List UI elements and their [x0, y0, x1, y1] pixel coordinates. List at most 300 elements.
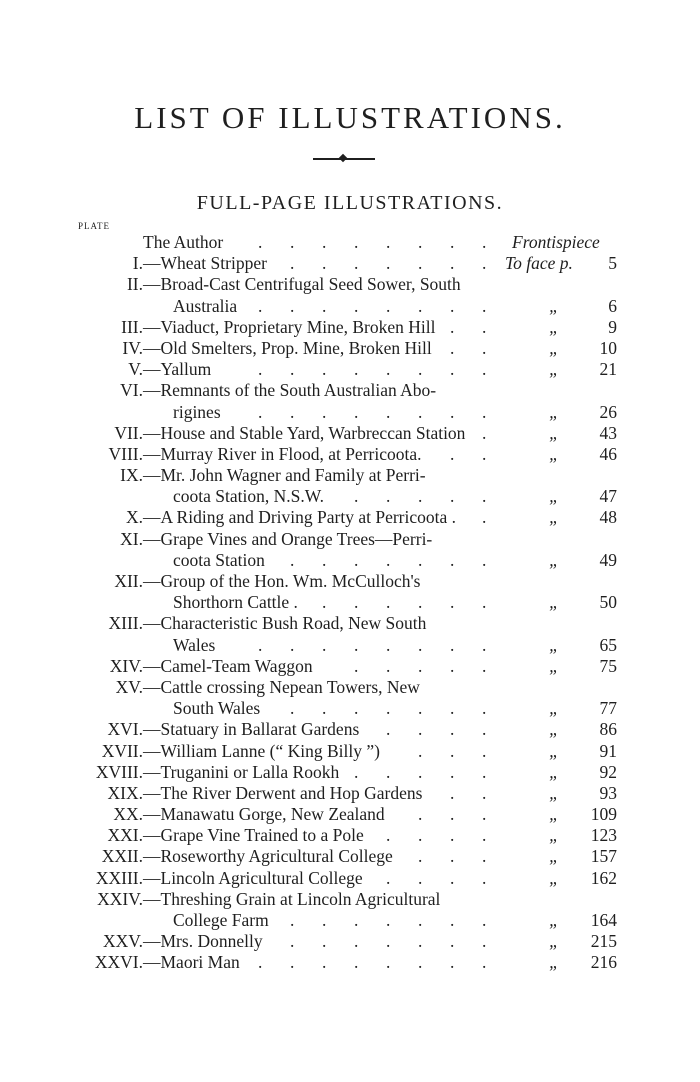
page-number: 21 [599, 359, 617, 380]
list-item [0, 380, 700, 422]
leader-dot: . [322, 359, 327, 380]
page-number: 26 [599, 401, 617, 422]
leader-dot: . [354, 401, 359, 422]
leader-dot: . [482, 655, 487, 676]
illustration-caption: The Author [143, 232, 224, 252]
page-number: 162 [590, 867, 617, 888]
leader-dot: . [482, 507, 487, 528]
leader-dot: . [482, 232, 487, 252]
leader-dot: . [418, 592, 423, 613]
list-line [0, 783, 700, 804]
list-line [0, 698, 700, 719]
page-number: 65 [599, 634, 617, 655]
plate-column-label: PLATE [78, 221, 110, 231]
ditto-mark: „ [549, 634, 559, 655]
list-line [0, 529, 700, 550]
leader-dot: . [386, 952, 391, 973]
leader-dot: . [482, 952, 487, 973]
ditto-mark: „ [549, 952, 559, 973]
leader-dot: . [482, 401, 487, 422]
list-line [0, 444, 700, 465]
leader-dot: . [290, 931, 295, 952]
leader-dot: . [450, 253, 455, 274]
plate-number: XX. [113, 804, 143, 825]
list-item [0, 232, 700, 253]
section-subtitle: FULL-PAGE ILLUSTRATIONS. [196, 192, 504, 214]
leader-dot: . [418, 804, 423, 825]
leader-dot: . [386, 910, 391, 930]
list-line [0, 677, 700, 698]
illustration-caption: —Manawatu Gorge, New Zealand [143, 804, 385, 825]
list-line [0, 719, 700, 740]
illustration-caption: Shorthorn Cattle . [173, 592, 298, 613]
leader-dot: . [290, 549, 295, 570]
list-line [0, 571, 700, 592]
leader-dot: . [322, 592, 327, 613]
leader-dot: . [258, 952, 263, 973]
illustration-caption: —Camel-Team Waggon [143, 655, 313, 676]
leader-dot: . [482, 740, 487, 761]
plate-number: XXV. [102, 931, 143, 952]
leader-dot: . [290, 634, 295, 655]
illustration-caption: —Cattle crossing Nepean Towers, New [143, 676, 420, 697]
list-line [0, 741, 700, 762]
leader-dot: . [386, 592, 391, 613]
ditto-mark: „ [549, 592, 559, 613]
illustration-caption: —A Riding and Driving Party at Perricoota . [143, 507, 457, 528]
leader-dot: . [450, 846, 455, 867]
ditto-mark: „ [549, 931, 559, 952]
leader-dot: . [482, 443, 487, 464]
list-item [0, 253, 700, 274]
leader-dot: . [386, 634, 391, 655]
leader-dot: . [418, 698, 423, 719]
page-number: 9 [608, 316, 617, 337]
illustration-caption: South Wales [173, 698, 261, 719]
ditto-mark: „ [549, 401, 559, 422]
illustration-caption: —Lincoln Agricultural College [143, 867, 363, 888]
leader-dot: . [450, 782, 455, 803]
leader-dot: . [354, 761, 359, 782]
leader-dot: . [418, 761, 423, 782]
page-number: 48 [599, 507, 617, 528]
list-line [0, 338, 700, 359]
leader-dot: . [322, 253, 327, 274]
leader-dot: . [482, 253, 487, 274]
plate-number: X. [125, 507, 143, 528]
list-line [0, 274, 700, 295]
leader-dot: . [482, 846, 487, 867]
leader-dot: . [354, 549, 359, 570]
leader-dot: . [418, 359, 423, 380]
leader-dot: . [418, 719, 423, 740]
leader-dot: . [450, 592, 455, 613]
leader-dot: . [450, 295, 455, 316]
leader-dot: . [418, 825, 423, 846]
plate-number: XVII. [101, 740, 143, 761]
illustration-caption: —Maori Man [143, 952, 240, 973]
list-item [0, 317, 700, 338]
leader-dot: . [418, 486, 423, 507]
list-line [0, 613, 700, 634]
leader-dot: . [386, 867, 391, 888]
ditto-mark: „ [549, 295, 559, 316]
leader-dot: . [290, 952, 295, 973]
leader-dot: . [450, 825, 455, 846]
ditto-mark: „ [549, 740, 559, 761]
leader-dot: . [386, 719, 391, 740]
leader-dot: . [482, 592, 487, 613]
list-line [0, 359, 700, 380]
list-item [0, 825, 700, 846]
leader-dot: . [386, 359, 391, 380]
leader-dot: . [418, 253, 423, 274]
leader-dot: . [354, 486, 359, 507]
list-item [0, 952, 700, 973]
ditto-mark: „ [549, 825, 559, 846]
ditto-mark: „ [549, 761, 559, 782]
leader-dot: . [482, 931, 487, 952]
list-item [0, 529, 700, 571]
leader-dot: . [322, 232, 327, 252]
list-line [0, 825, 700, 846]
list-line [0, 868, 700, 889]
illustration-caption: —Mr. John Wagner and Family at Perri- [143, 465, 426, 486]
list-line [0, 423, 700, 444]
page-number: 109 [590, 804, 617, 825]
list-item [0, 719, 700, 740]
page-number: 157 [590, 846, 617, 867]
list-line [0, 804, 700, 825]
plate-number: II. [126, 274, 143, 295]
list-item [0, 465, 700, 507]
page-number: 46 [599, 443, 617, 464]
ditto-mark: „ [549, 867, 559, 888]
plate-number: XXIV. [97, 888, 143, 909]
illustration-caption: —Grape Vine Trained to a Pole [143, 825, 364, 846]
leader-dot: . [290, 232, 295, 252]
leader-dot: . [386, 698, 391, 719]
ditto-mark: „ [549, 422, 559, 443]
leader-dot: . [450, 232, 455, 252]
leader-dot: . [418, 910, 423, 930]
plate-number: XXIII. [95, 867, 143, 888]
leader-dot: . [418, 401, 423, 422]
leader-dot: . [482, 337, 487, 358]
ornamental-rule-diamond [339, 154, 347, 162]
leader-dot: . [482, 910, 487, 930]
leader-dot: . [450, 443, 455, 464]
ditto-mark: „ [549, 443, 559, 464]
list-item [0, 274, 700, 316]
ditto-mark: „ [549, 359, 559, 380]
plate-number: XIII. [108, 613, 143, 634]
illustration-caption: —The River Derwent and Hop Gardens [143, 782, 423, 803]
ditto-mark: „ [549, 698, 559, 719]
leader-dot: . [450, 804, 455, 825]
list-line [0, 592, 700, 613]
plate-number: XXI. [107, 825, 143, 846]
leader-dot: . [450, 549, 455, 570]
page-number: 92 [599, 761, 617, 782]
leader-dot: . [386, 655, 391, 676]
leader-dot: . [322, 910, 327, 930]
leader-dot: . [418, 295, 423, 316]
leader-dot: . [450, 952, 455, 973]
page-number: 43 [599, 422, 617, 443]
leader-dot: . [482, 867, 487, 888]
leader-dot: . [482, 782, 487, 803]
page-number: 91 [599, 740, 617, 761]
page-number: 5 [608, 253, 617, 274]
plate-number: XXII. [101, 846, 143, 867]
leader-dot: . [418, 952, 423, 973]
list-item [0, 338, 700, 359]
illustration-caption: —William Lanne (“ King Billy ”) [143, 740, 380, 761]
illustration-caption: —Threshing Grain at Lincoln Agricultural [143, 888, 441, 909]
leader-dot: . [290, 401, 295, 422]
illustration-caption: —Grape Vines and Orange Trees—Perri- [143, 528, 433, 549]
illustration-caption: —Yallum [143, 359, 212, 380]
leader-dot: . [386, 486, 391, 507]
leader-dot: . [482, 422, 487, 443]
leader-dot: . [450, 486, 455, 507]
list-line [0, 296, 700, 317]
list-item [0, 762, 700, 783]
illustration-caption: Australia [173, 295, 238, 316]
list-item [0, 741, 700, 762]
page-reference: Frontispiece [512, 232, 600, 252]
illustration-caption: —Statuary in Ballarat Gardens [143, 719, 360, 740]
leader-dot: . [418, 867, 423, 888]
illustration-caption: —House and Stable Yard, Warbreccan Station [143, 422, 466, 443]
leader-dot: . [482, 634, 487, 655]
illustration-caption: —Mrs. Donnelly [143, 931, 263, 952]
leader-dot: . [450, 655, 455, 676]
page-number: 93 [599, 782, 617, 803]
leader-dot: . [450, 910, 455, 930]
list-line [0, 931, 700, 952]
plate-number: XIV. [109, 655, 143, 676]
leader-dot: . [450, 931, 455, 952]
ditto-mark: „ [549, 316, 559, 337]
page-number: 164 [590, 910, 617, 930]
leader-dot: . [322, 401, 327, 422]
illustration-caption: —Broad-Cast Centrifugal Seed Sower, South [143, 274, 461, 295]
leader-dot: . [418, 634, 423, 655]
leader-dot: . [418, 931, 423, 952]
list-line [0, 762, 700, 783]
leader-dot: . [322, 634, 327, 655]
illustration-caption: —Old Smelters, Prop. Mine, Broken Hill [143, 337, 432, 358]
plate-number: XVI. [107, 719, 143, 740]
leader-dot: . [386, 761, 391, 782]
page-number: 77 [599, 698, 617, 719]
list-item [0, 868, 700, 889]
leader-dot: . [322, 952, 327, 973]
list-line [0, 402, 700, 423]
list-item [0, 677, 700, 719]
list-item [0, 656, 700, 677]
leader-dot: . [258, 295, 263, 316]
leader-dot: . [386, 549, 391, 570]
list-item [0, 423, 700, 444]
leader-dot: . [418, 549, 423, 570]
leader-dot: . [322, 295, 327, 316]
illustration-caption: coota Station, N.S.W. [173, 486, 325, 507]
leader-dot: . [322, 549, 327, 570]
leader-dot: . [450, 740, 455, 761]
plate-number: IV. [122, 337, 143, 358]
ditto-mark: „ [549, 782, 559, 803]
ditto-mark: „ [549, 549, 559, 570]
list-line [0, 486, 700, 507]
list-line [0, 889, 700, 910]
leader-dot: . [482, 359, 487, 380]
list-line [0, 846, 700, 867]
plate-number: III. [121, 316, 143, 337]
plate-number: VI. [120, 380, 143, 401]
leader-dot: . [354, 359, 359, 380]
page-number: 49 [599, 549, 617, 570]
list-item [0, 783, 700, 804]
illustration-caption: —Wheat Stripper [143, 253, 267, 274]
page-number: 10 [599, 337, 617, 358]
leader-dot: . [386, 401, 391, 422]
leader-dot: . [258, 634, 263, 655]
illustration-caption: —Characteristic Bush Road, New South [143, 613, 427, 634]
leader-dot: . [354, 698, 359, 719]
plate-number: V. [128, 359, 143, 380]
leader-dot: . [482, 698, 487, 719]
leader-dot: . [418, 740, 423, 761]
leader-dot: . [354, 655, 359, 676]
list-item [0, 613, 700, 655]
leader-dot: . [354, 952, 359, 973]
illustration-caption: coota Station [173, 549, 265, 570]
list-item [0, 889, 700, 931]
leader-dot: . [450, 337, 455, 358]
ditto-mark: „ [549, 846, 559, 867]
page-number: 215 [590, 931, 617, 952]
leader-dot: . [450, 719, 455, 740]
page-number: 47 [599, 486, 617, 507]
illustration-caption: College Farm [173, 910, 269, 930]
leader-dot: . [290, 359, 295, 380]
ditto-mark: „ [549, 337, 559, 358]
leader-dot: . [386, 931, 391, 952]
illustration-caption: Wales [173, 634, 216, 655]
ditto-mark: „ [549, 507, 559, 528]
page-number: 75 [599, 655, 617, 676]
illustration-caption: —Truganini or Lalla Rookh [143, 761, 340, 782]
list-item [0, 359, 700, 380]
leader-dot: . [450, 634, 455, 655]
leader-dot: . [418, 655, 423, 676]
leader-dot: . [354, 634, 359, 655]
page-reference: To face p. [505, 253, 573, 274]
plate-number: I. [132, 253, 143, 274]
list-line [0, 952, 700, 973]
ditto-mark: „ [549, 719, 559, 740]
page-number: 6 [608, 295, 617, 316]
plate-number: IX. [120, 465, 143, 486]
plate-number: XIX. [107, 782, 143, 803]
leader-dot: . [482, 761, 487, 782]
list-line [0, 317, 700, 338]
leader-dot: . [386, 232, 391, 252]
ditto-mark: „ [549, 804, 559, 825]
leader-dot: . [386, 825, 391, 846]
list-line [0, 232, 700, 253]
plate-number: XV. [115, 676, 143, 697]
leader-dot: . [386, 295, 391, 316]
leader-dot: . [258, 401, 263, 422]
plate-number: XI. [120, 528, 143, 549]
list-line [0, 507, 700, 528]
list-item [0, 846, 700, 867]
leader-dot: . [450, 359, 455, 380]
leader-dot: . [450, 698, 455, 719]
illustration-caption: —Remnants of the South Australian Abo- [143, 380, 437, 401]
leader-dot: . [354, 910, 359, 930]
leader-dot: . [290, 698, 295, 719]
leader-dot: . [482, 825, 487, 846]
leader-dot: . [482, 316, 487, 337]
page-number: 50 [599, 592, 617, 613]
leader-dot: . [418, 232, 423, 252]
leader-dot: . [290, 253, 295, 274]
leader-dot: . [354, 232, 359, 252]
leader-dot: . [322, 931, 327, 952]
leader-dot: . [290, 295, 295, 316]
plate-number: XXVI. [94, 952, 143, 973]
leader-dot: . [354, 253, 359, 274]
ditto-mark: „ [549, 486, 559, 507]
leader-dot: . [354, 592, 359, 613]
page-number: 216 [590, 952, 617, 973]
leader-dot: . [482, 486, 487, 507]
list-line [0, 253, 700, 274]
list-item [0, 571, 700, 613]
leader-dot: . [354, 931, 359, 952]
leader-dot: . [482, 719, 487, 740]
list-line [0, 465, 700, 486]
illustration-caption: —Roseworthy Agricultural College [143, 846, 393, 867]
illustration-caption: —Murray River in Flood, at Perricoota. [143, 443, 422, 464]
list-line [0, 550, 700, 571]
list-line [0, 910, 700, 931]
leader-dot: . [482, 295, 487, 316]
list-item [0, 804, 700, 825]
plate-number: VII. [114, 422, 143, 443]
leader-dot: . [482, 804, 487, 825]
ditto-mark: „ [549, 910, 559, 930]
page-title: LIST OF ILLUSTRATIONS. [134, 100, 566, 135]
leader-dot: . [354, 295, 359, 316]
leader-dot: . [418, 846, 423, 867]
leader-dot: . [450, 401, 455, 422]
leader-dot: . [482, 549, 487, 570]
plate-number: VIII. [108, 443, 143, 464]
illustration-caption: rigines [173, 401, 221, 422]
list-item [0, 931, 700, 952]
leader-dot: . [258, 359, 263, 380]
leader-dot: . [450, 761, 455, 782]
page-number: 86 [599, 719, 617, 740]
leader-dot: . [290, 910, 295, 930]
illustrations-list [0, 232, 700, 974]
